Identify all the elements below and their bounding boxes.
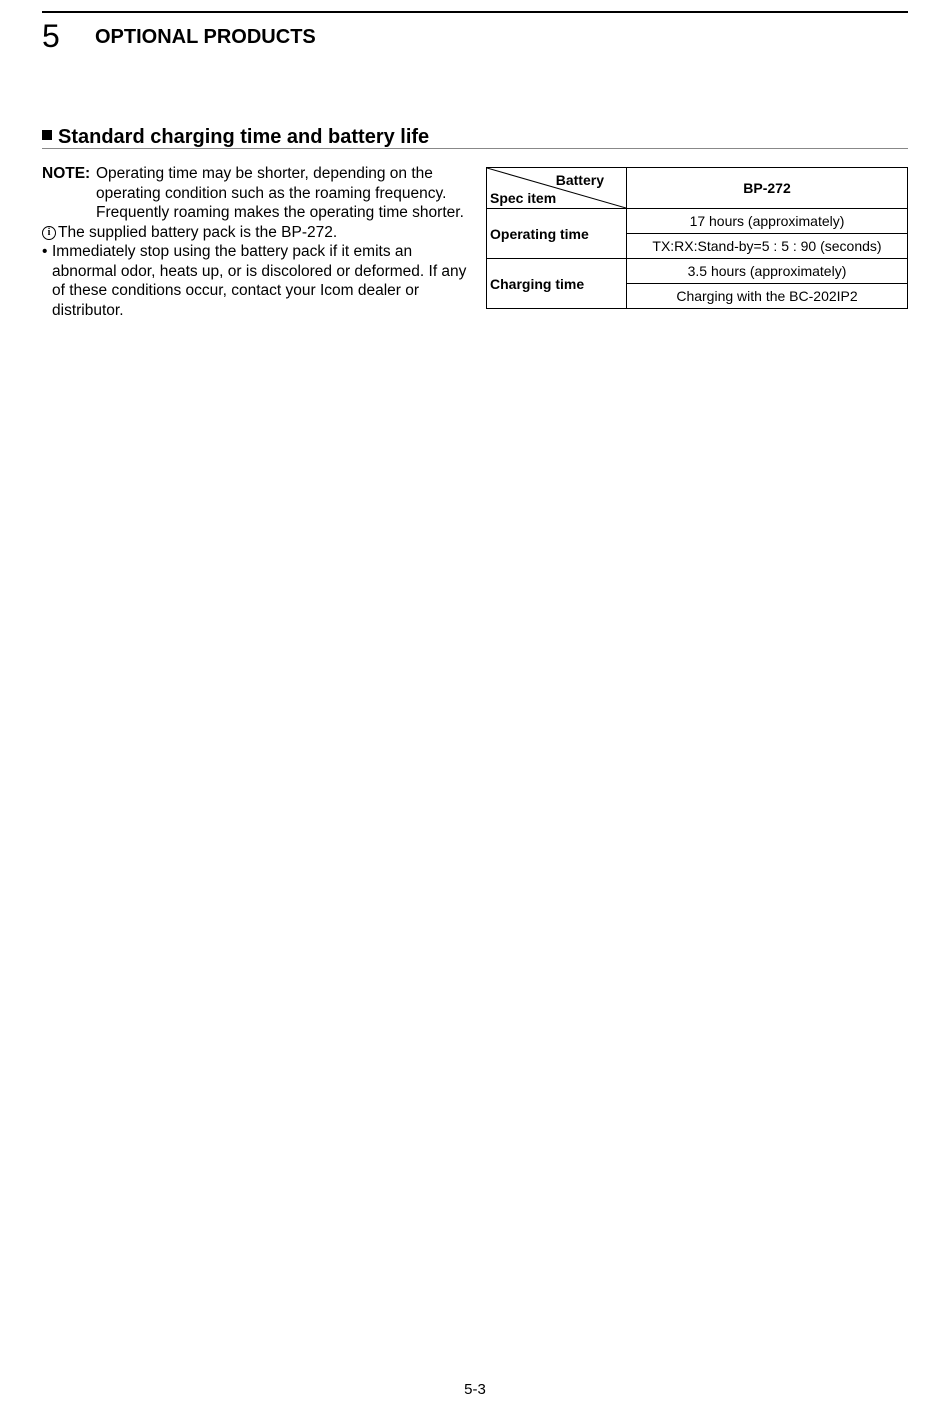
section-heading-text: Standard charging time and battery life [58, 126, 430, 148]
corner-spec-item-label: Spec item [490, 190, 557, 206]
table-cell: 17 hours (approximately) [627, 209, 908, 234]
table-cell: Charging with the BC-202IP2 [627, 284, 908, 309]
info-icon: i [42, 226, 56, 240]
header-rule [42, 11, 908, 13]
warning-bullet [42, 242, 472, 320]
row-label-charging-time: Charging time [487, 259, 627, 309]
square-bullet-icon [42, 130, 52, 140]
table-header-row [487, 168, 908, 209]
info-line [42, 223, 472, 243]
table-cell: 3.5 hours (approximately) [627, 259, 908, 284]
chapter-title: OPTIONAL PRODUCTS [95, 26, 316, 48]
table-cell: TX:RX:Stand-by=5 : 5 : 90 (seconds) [627, 234, 908, 259]
table-row [487, 259, 908, 284]
column-header: BP-272 [627, 168, 908, 209]
note-label: NOTE: [42, 165, 91, 182]
bullet-symbol: • [42, 243, 48, 260]
section-rule [42, 148, 908, 149]
warning-text: Immediately stop using the battery pack if it emits an abnormal odor, heats up, or is discolored or deformed. If any of these conditions occur, contact your Icom dealer or distributor. [52, 243, 467, 319]
info-text: The supplied battery pack is the BP-272. [58, 223, 338, 241]
notes-column [42, 164, 472, 320]
battery-spec-table [486, 167, 908, 309]
table-row [487, 209, 908, 234]
row-label-operating-time: Operating time [487, 209, 627, 259]
note-text: Operating time may be shorter, depending on the operating condition such as the roaming frequency. Frequently roaming makes the operating time shorter. [96, 165, 464, 221]
table-corner-cell [487, 168, 627, 209]
corner-battery-label: Battery [555, 172, 604, 188]
page-number: 5-3 [464, 1381, 486, 1398]
note-block [42, 164, 472, 223]
chapter-number: 5 [42, 18, 60, 54]
section-heading [42, 124, 429, 150]
